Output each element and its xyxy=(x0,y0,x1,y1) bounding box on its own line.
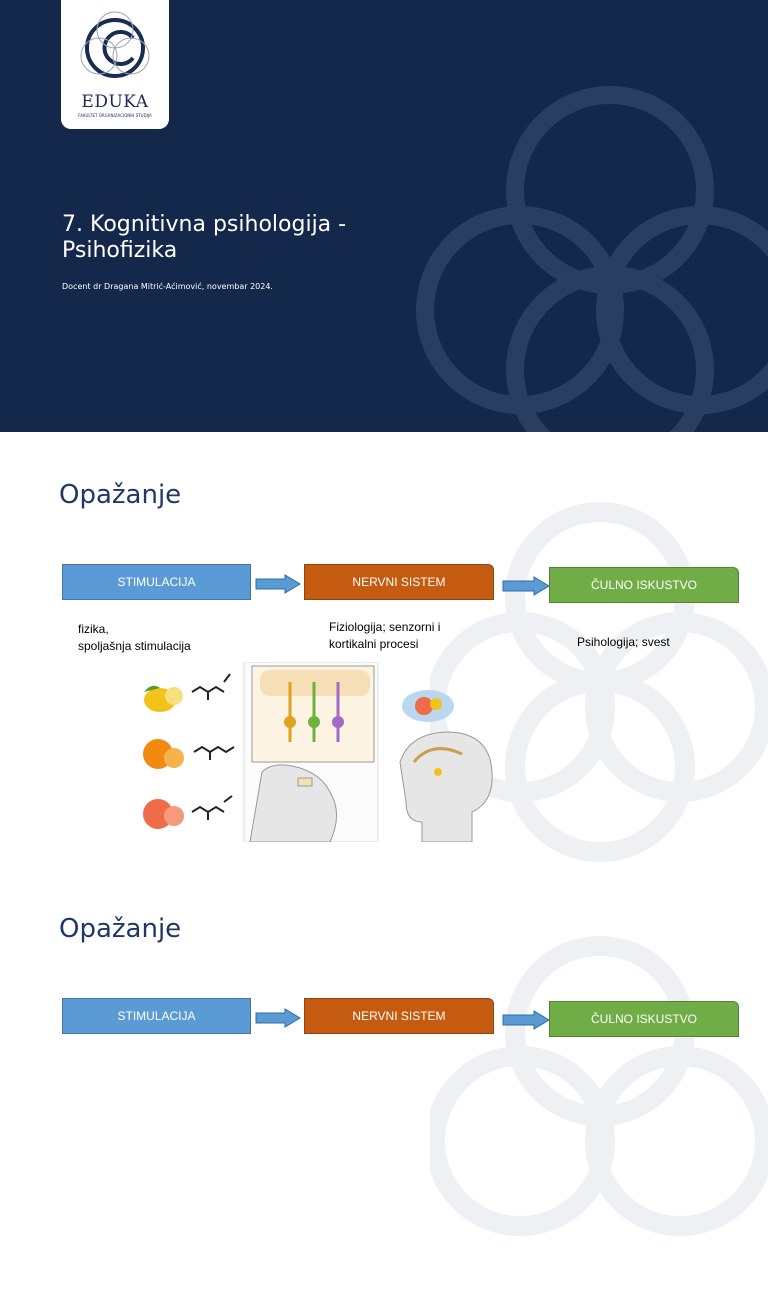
slide-perception-1[interactable] xyxy=(0,432,768,864)
slide-subtitle: Docent dr Dragana Mitrić-Aćimović, novembar 2024. xyxy=(62,282,273,291)
logo-subtitle: FAKULTET ORGANIZACIONIH STUDIJA xyxy=(78,113,152,118)
grapefruit-icon xyxy=(143,799,184,829)
decorative-knot-pattern xyxy=(430,936,768,1296)
olfaction-illustration xyxy=(132,662,494,842)
physics-caption: fizika, spoljašnja stimulacija xyxy=(78,622,191,653)
head-thought-icon xyxy=(400,690,492,842)
orange-icon xyxy=(143,739,184,769)
right-arrow-icon xyxy=(255,574,301,594)
molecule-structures xyxy=(192,674,234,820)
sensory-experience-box: ČULNO ISKUSTVO xyxy=(549,1001,739,1037)
slide-perception-2[interactable] xyxy=(0,866,768,1298)
stimulation-box: STIMULACIJA xyxy=(62,998,251,1034)
nervous-system-box: NERVNI SISTEM xyxy=(304,998,494,1034)
slide-heading: Opažanje xyxy=(59,480,182,510)
title-slide[interactable] xyxy=(0,0,768,432)
slide-title: 7. Kognitivna psihologija - Psihofizika xyxy=(62,212,347,263)
eduka-logo-mark-icon xyxy=(75,8,155,88)
stimulation-box: STIMULACIJA xyxy=(62,564,251,600)
decorative-knot-pattern xyxy=(410,80,768,432)
right-arrow-icon xyxy=(255,1008,301,1028)
lemon-icon xyxy=(144,686,183,712)
right-arrow-icon xyxy=(502,1010,550,1030)
right-arrow-icon xyxy=(502,576,550,596)
psychology-caption: Psihologija; svest xyxy=(577,635,670,649)
nervous-system-box: NERVNI SISTEM xyxy=(304,564,494,600)
slide-heading: Opažanje xyxy=(59,914,182,944)
eduka-logo xyxy=(61,0,169,129)
logo-wordmark: EDUKA xyxy=(81,92,149,112)
physiology-caption: Fiziologija; senzorni i kortikalni procesi xyxy=(329,620,441,651)
sensory-experience-box: ČULNO ISKUSTVO xyxy=(549,567,739,603)
